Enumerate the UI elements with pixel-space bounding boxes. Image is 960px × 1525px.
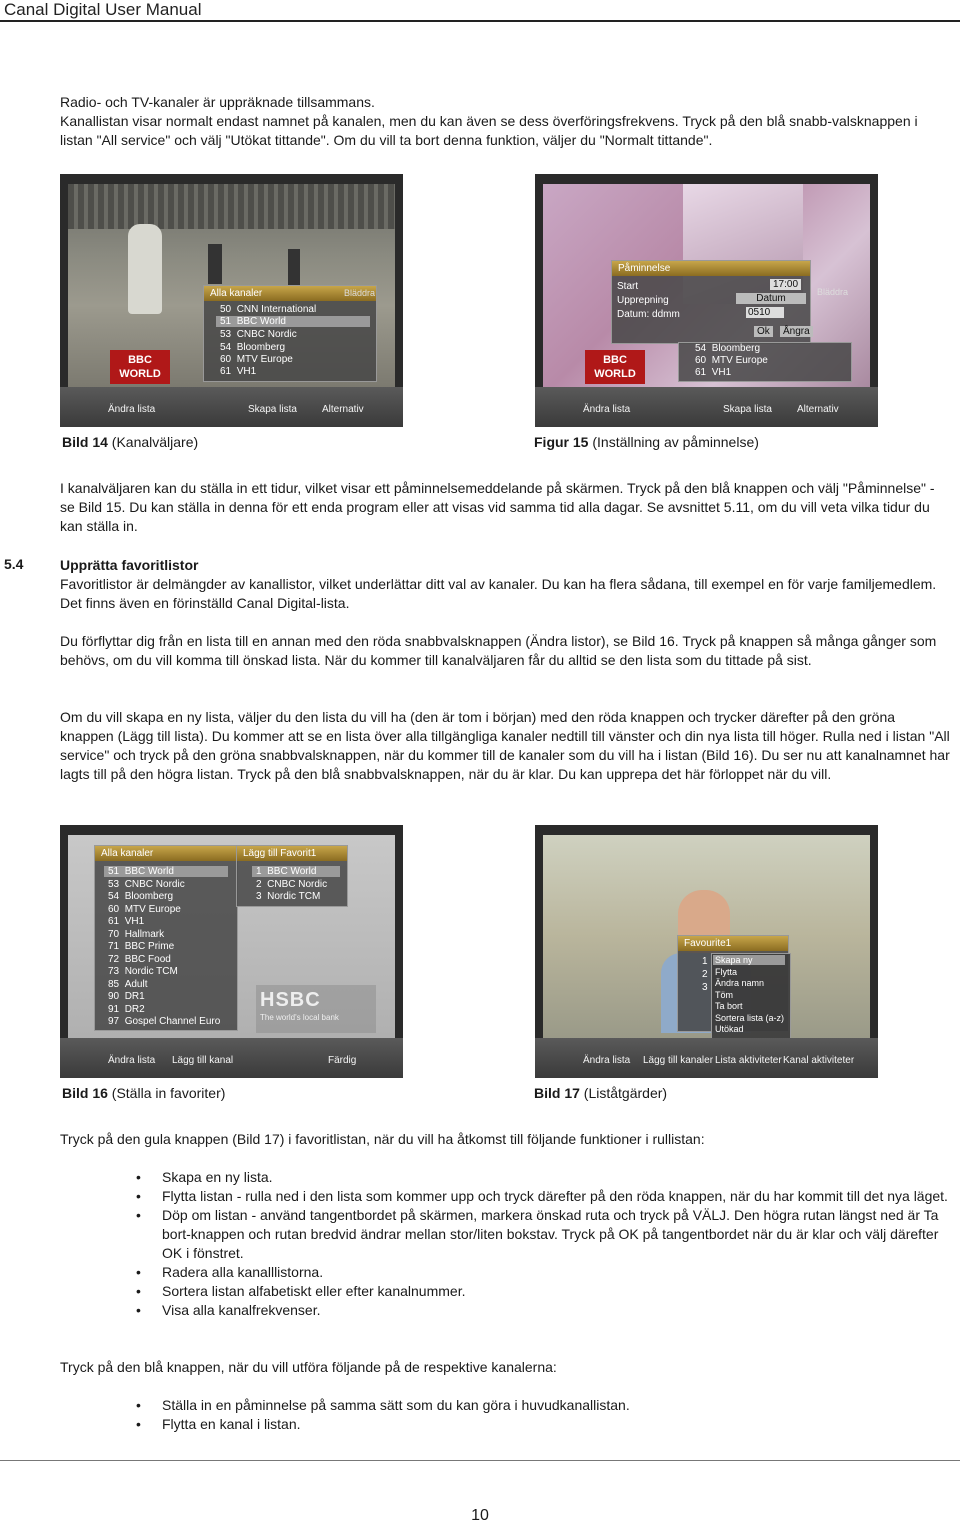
- yellow-button-options[interactable]: Alternativ: [322, 404, 364, 415]
- favorite-row[interactable]: [256, 891, 320, 902]
- channel-number: 70: [108, 928, 120, 940]
- channel-row[interactable]: [108, 1004, 145, 1015]
- channel-row-selected[interactable]: [216, 316, 370, 327]
- channel-number: 3: [256, 891, 262, 902]
- channel-row[interactable]: [108, 979, 147, 990]
- list-item: • Flytta listan - rulla ned i den lista som kommer upp och tryck därefter på den röda knappen, när du har kommit till det nya läget.: [135, 1187, 955, 1206]
- favorite-row[interactable]: [256, 879, 327, 890]
- repeat-select[interactable]: Datum: [736, 293, 806, 304]
- start-time-input[interactable]: 17:00: [770, 279, 801, 290]
- channel-number: 54: [220, 342, 232, 353]
- channel-row[interactable]: [108, 904, 181, 915]
- channel-row[interactable]: [108, 929, 164, 940]
- footer-rule: [0, 1460, 960, 1461]
- intro-line-2: Kanallistan visar normalt endast namnet på kanalen, men du kan även se dess överföringsfrekvens. Tryck på den blå snabb-valsknappen i listan "All service" och välj "Utökat tittande". Om du vill ta bort denna funktion, väljer du "Normalt tittande".: [60, 113, 918, 148]
- red-button-change-list[interactable]: Ändra lista: [108, 1055, 156, 1066]
- channel-number: 91: [108, 1003, 120, 1015]
- list-item: • Ställa in en påminnelse på samma sätt som du kan göra i huvudkanallistan.: [135, 1396, 955, 1415]
- bild16-caption-text: (Ställa in favoriter): [107, 1085, 226, 1101]
- stadium-stands: [68, 184, 395, 229]
- channel-number: 53: [220, 329, 232, 340]
- bild14-caption-text: (Kanalväljare): [107, 434, 199, 450]
- date-input[interactable]: 0510: [746, 307, 784, 318]
- red-button-change-list[interactable]: Ändra lista: [583, 404, 631, 415]
- bild17-screenshot: [535, 825, 878, 1078]
- hsbc-logo: HSBC: [260, 989, 321, 1011]
- hsbc-slogan: The world's local bank: [260, 1013, 339, 1022]
- yellow-button-options[interactable]: Alternativ: [797, 404, 839, 415]
- favorite-row-selected[interactable]: [252, 866, 340, 877]
- bild17-caption-text: (Liståtgärder): [579, 1085, 668, 1101]
- channel-row[interactable]: [108, 1016, 220, 1027]
- intro-line-1: Radio- och TV-kanaler är uppräknade tillsammans.: [60, 94, 375, 110]
- channel-row[interactable]: [108, 991, 145, 1002]
- channel-number: 61: [108, 916, 120, 927]
- blue-intro-paragraph: [60, 1358, 950, 1377]
- green-button-add-channels[interactable]: Lägg till kanaler: [643, 1055, 714, 1066]
- channel-row[interactable]: [695, 355, 768, 366]
- section-paragraph-3: Om du vill skapa en ny lista, väljer du den lista du vill ha (den är tom i början) med den röda knappen och trycker därefter på den gröna knappen (Lägg till lista). Du kommer att se en lista över alla tillgängliga kanaler nedtill till vänster och din nya lista till höger. Rulla ned i listan "All service" och tryck på den gröna snabbvalsknappen, när du kommer till de kanaler som du vill ha i listan (Bild 16). Du ser nu att kanalnamnet har lagts till på den högra listan. Tryck på den blå snabbvalsknappen, när du är klar. Du kan upprepa det här förloppet när du vill.: [60, 709, 950, 782]
- channel-name: Bloomberg: [711, 343, 761, 354]
- blue-button-channel-actions[interactable]: Kanal aktiviteter: [783, 1055, 855, 1066]
- channel-name: VH1: [236, 366, 257, 377]
- channel-name: Gospel Channel Euro: [124, 1016, 221, 1027]
- channel-row[interactable]: [695, 367, 731, 378]
- cancel-button[interactable]: Ångra: [780, 326, 813, 337]
- channel-number: 50: [220, 304, 232, 315]
- channel-row[interactable]: [108, 954, 171, 965]
- channel-row[interactable]: [108, 941, 174, 952]
- browse-label: Bläddra: [344, 288, 376, 298]
- list-item: • Skapa en ny lista.: [135, 1168, 955, 1187]
- blue-button-done[interactable]: Färdig: [328, 1055, 357, 1066]
- section-5-4: [60, 556, 950, 613]
- channel-name: BBC World: [124, 866, 174, 877]
- menu-item-selected[interactable]: Skapa ny: [713, 955, 785, 965]
- channel-number: 53: [108, 878, 120, 890]
- red-button-change-list[interactable]: Ändra lista: [108, 404, 156, 415]
- figur15-caption: [534, 434, 759, 450]
- player-figure: [208, 244, 222, 284]
- player-figure: [288, 249, 300, 285]
- channel-row[interactable]: [695, 343, 760, 354]
- channel-row[interactable]: [220, 304, 316, 315]
- menu-item[interactable]: Ändra namn: [715, 978, 765, 988]
- cricket-player: [128, 224, 162, 314]
- channel-name: CNBC Nordic: [267, 878, 328, 890]
- channel-number: 51: [220, 316, 232, 327]
- channel-name: VH1: [711, 367, 732, 378]
- channel-number: 85: [108, 978, 120, 990]
- menu-item[interactable]: Utökad: [715, 1024, 744, 1034]
- yellow-intro-paragraph: [60, 1130, 950, 1149]
- hsbc-banner: [256, 985, 376, 1033]
- reminder-paragraph: [60, 479, 950, 536]
- channel-name: MTV Europe: [124, 903, 181, 915]
- channel-name: BBC World: [267, 866, 317, 877]
- bild17-caption: [534, 1085, 667, 1101]
- list-item: • Radera alla kanalllistorna.: [135, 1263, 955, 1282]
- channel-number: 60: [108, 903, 120, 915]
- channel-row-selected[interactable]: [104, 866, 228, 877]
- list-item: • Döp om listan - använd tangentbordet på skärmen, markera önskad ruta och tryck på VÄLJ. Den högra rutan längst ned är Ta bort-knappen och rutan bredvid ändrar mellan stor/liten bokstav. Tryck på OK på tangentbordet när du är klar och välj därefter OK i fönstret.: [135, 1206, 955, 1263]
- bbc-world-logo: BBC WORLD: [110, 350, 170, 384]
- start-field-label: Start: [617, 281, 639, 292]
- list-position: 2: [702, 969, 708, 980]
- channel-row[interactable]: [108, 891, 173, 902]
- yellow-intro-text: Tryck på den gula knappen (Bild 17) i favoritlistan, när du vill ha åtkomst till följande funktioner i rullistan:: [60, 1131, 705, 1147]
- figur15-screenshot: [535, 174, 878, 427]
- channel-name: BBC World: [236, 316, 286, 327]
- channel-name: CNN International: [236, 304, 317, 315]
- bild14-label: Bild 14: [62, 434, 108, 450]
- section-paragraph-1: Favoritlistor är delmängder av kanallistor, vilket underlättar ditt val av kanaler. Du kan ha flera sådana, till exempel en för varje familjemedlem. Det finns även en förinställd Canal Digital-lista.: [60, 576, 937, 611]
- channel-list-title: Alla kanaler: [204, 286, 376, 301]
- blue-functions-list: [135, 1396, 955, 1434]
- channel-name: CNBC Nordic: [124, 878, 185, 890]
- channel-list-panel: [203, 285, 377, 382]
- bild14-screenshot: [60, 174, 403, 427]
- header-rule: [0, 20, 960, 22]
- yellow-functions-list: [135, 1168, 955, 1320]
- channel-number: 60: [695, 355, 707, 366]
- channel-name: Bloomberg: [124, 891, 174, 902]
- date-field-label: Datum: ddmm: [617, 309, 680, 320]
- reminder-text: I kanalväljaren kan du ställa in ett tidur, vilket visar ett påminnelsemeddelande på skärmen. Tryck på den blå knappen och välj "Påminnelse" - se Bild 15. Du kan ställa in denna för ett enda program eller att visas vid samma tid alla dagar. Se avsnittet 5.11, om du vill veta vilka tidur du kan ställa in.: [60, 480, 935, 534]
- menu-item[interactable]: Töm: [715, 989, 733, 1000]
- browse-label: Bläddra: [817, 287, 849, 297]
- list-item: • Sortera listan alfabetiskt eller efter kanalnummer.: [135, 1282, 955, 1301]
- green-button-create-list[interactable]: Skapa lista: [248, 404, 297, 415]
- channel-row[interactable]: [108, 916, 144, 927]
- favourite-list-title: Favourite1: [678, 936, 788, 951]
- channel-row[interactable]: [108, 879, 185, 890]
- red-button-change-list[interactable]: Ändra lista: [583, 1055, 631, 1066]
- channel-row[interactable]: [220, 366, 256, 377]
- channel-name: VH1: [124, 916, 145, 927]
- channel-row[interactable]: [108, 966, 178, 977]
- channel-number: 71: [108, 941, 120, 952]
- intro-paragraph: [60, 93, 950, 150]
- channel-name: MTV Europe: [236, 354, 293, 365]
- channel-name: BBC Food: [124, 953, 171, 965]
- channel-list-panel: [678, 342, 852, 382]
- channel-name: DR1: [124, 991, 145, 1002]
- section-paragraph-2-block: [60, 632, 950, 670]
- ok-button[interactable]: Ok: [754, 326, 773, 337]
- list-item: • Visa alla kanalfrekvenser.: [135, 1301, 955, 1320]
- channel-name: MTV Europe: [711, 355, 768, 366]
- section-paragraph-2: Du förflyttar dig från en lista till en annan med den röda snabbvalsknappen (Ändra listor), se Bild 16. Tryck på knappen så många gånger som behövs, om du vill komma till önskad lista. När du kommer till kanalväljaren får du alltid se den lista som du tittade på sist.: [60, 633, 937, 668]
- channel-number: 60: [220, 354, 232, 365]
- channel-name: DR2: [124, 1003, 145, 1015]
- page-number: 10: [471, 1507, 489, 1524]
- figur15-caption-text: (Inställning av påminnelse): [588, 434, 759, 450]
- figur15-label: Figur 15: [534, 434, 589, 450]
- bild16-screenshot: [60, 825, 403, 1078]
- channel-name: Nordic TCM: [267, 891, 321, 902]
- bild16-caption: [62, 1085, 225, 1101]
- channel-name: CNBC Nordic: [236, 329, 297, 340]
- menu-item[interactable]: Sortera lista (a-z): [715, 1012, 785, 1023]
- blue-intro-text: Tryck på den blå knappen, när du vill utföra följande på de respektive kanalerna:: [60, 1359, 557, 1375]
- bild17-label: Bild 17: [534, 1085, 580, 1101]
- channel-name: Hallmark: [124, 928, 165, 940]
- channel-number: 61: [695, 367, 707, 378]
- reminder-dialog: [611, 260, 811, 344]
- section-paragraph-3-block: [60, 708, 950, 784]
- channel-number: 1: [256, 866, 262, 877]
- section-number: 5.4: [4, 556, 24, 572]
- channel-number: 54: [108, 891, 120, 902]
- reminder-dialog-title: Påminnelse: [612, 261, 810, 276]
- green-button-add-channel[interactable]: Lägg till kanal: [172, 1055, 234, 1066]
- channel-number: 54: [695, 343, 707, 354]
- channel-number: 73: [108, 966, 120, 977]
- list-item: • Flytta en kanal i listan.: [135, 1415, 955, 1434]
- channel-number: 72: [108, 953, 120, 965]
- bild14-caption: [62, 434, 198, 450]
- section-title: Upprätta favoritlistor: [60, 557, 199, 573]
- list-position: 3: [702, 982, 708, 993]
- channel-row[interactable]: [220, 354, 293, 365]
- all-channels-title: Alla kanaler: [95, 846, 237, 861]
- channel-number: 97: [108, 1016, 120, 1027]
- menu-item[interactable]: Flytta: [715, 966, 738, 977]
- channel-number: 2: [256, 878, 262, 890]
- document-header-title: Canal Digital User Manual: [4, 0, 202, 19]
- yellow-button-list-actions[interactable]: Lista aktiviteter: [715, 1055, 782, 1066]
- channel-name: BBC Prime: [124, 941, 175, 952]
- channel-name: Bloomberg: [236, 342, 286, 353]
- channel-number: 90: [108, 991, 120, 1002]
- channel-number: 61: [220, 366, 232, 377]
- list-position: 1: [702, 956, 708, 967]
- green-button-create-list[interactable]: Skapa lista: [723, 404, 772, 415]
- channel-number: 51: [108, 866, 120, 877]
- bild16-label: Bild 16: [62, 1085, 108, 1101]
- channel-name: Nordic TCM: [124, 966, 178, 977]
- channel-row[interactable]: [220, 329, 297, 340]
- menu-item[interactable]: Ta bort: [715, 1001, 743, 1011]
- channel-row[interactable]: [220, 342, 285, 353]
- bbc-world-logo: BBC WORLD: [585, 350, 645, 384]
- repeat-field-label: Upprepning: [617, 295, 669, 306]
- favorite-list-title: Lägg till Favorit1: [237, 846, 347, 861]
- channel-name: Adult: [124, 978, 148, 990]
